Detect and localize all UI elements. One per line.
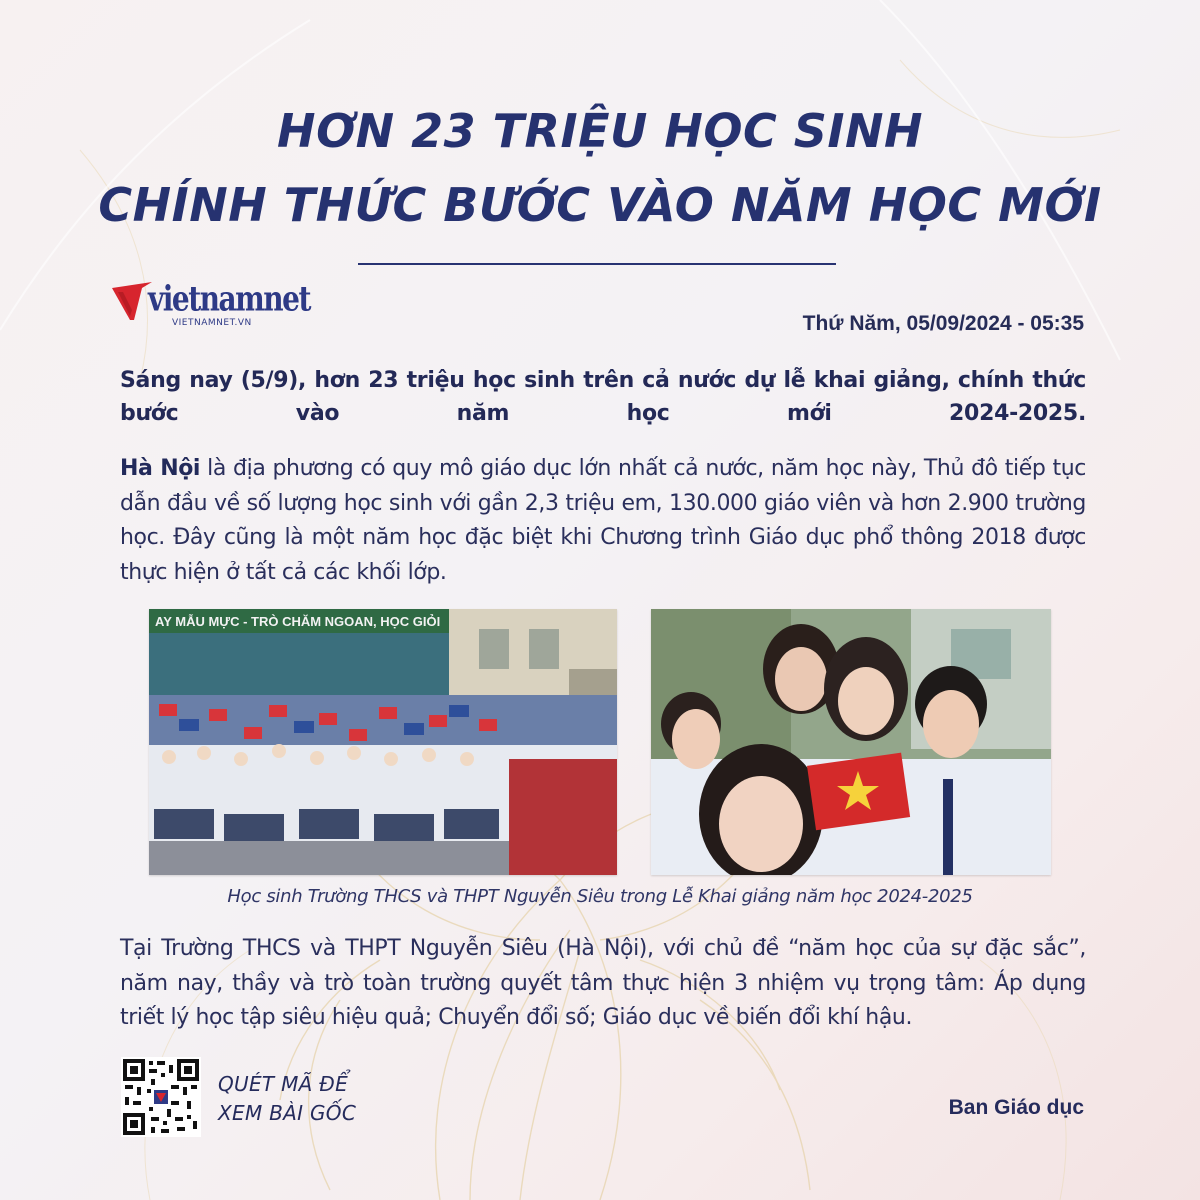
photo-caption: Học sinh Trường THCS và THPT Nguyễn Siêu trong Lễ Khai giảng năm học 2024-2025 bbox=[227, 886, 973, 907]
headline-line-2: CHÍNH THỨC BƯỚC VÀO NĂM HỌC MỚI bbox=[98, 178, 1102, 232]
ceremony-photo bbox=[149, 609, 617, 875]
logo-domain: VIETNAMNET.VN bbox=[172, 318, 252, 328]
headline-line-1: HƠN 23 TRIỆU HỌC SINH bbox=[277, 104, 923, 158]
location-highlight: Hà Nội bbox=[120, 456, 201, 481]
author-byline: Ban Giáo dục bbox=[948, 1096, 1084, 1119]
school-banner-text: AY MẪU MỰC - TRÒ CHĂM NGOAN, HỌC GIỎI bbox=[155, 614, 441, 629]
scan-line-1: QUÉT MÃ ĐỂ bbox=[218, 1072, 349, 1096]
vietnamnet-logo[interactable] bbox=[112, 272, 310, 334]
qr-code[interactable] bbox=[121, 1057, 201, 1137]
logo-wordmark: vietnamnet bbox=[148, 278, 310, 320]
scan-qr-prompt bbox=[218, 1070, 356, 1128]
paragraph-1-text: là địa phương có quy mô giáo dục lớn nhất cả nước, năm học này, Thủ đô tiếp tục dẫn đầu về số lượng học sinh với gần 2,3 triệu em, 130.000 giáo viên và hơn 2.900 trường học. Đây cũng là một năm học đặc biệt khi Chương trình Giáo dục phổ thông 2018 được thực hiện ở tất cả các khối lớp. bbox=[120, 456, 1086, 585]
students-portrait-photo bbox=[651, 609, 1051, 875]
body-paragraph-1 bbox=[120, 452, 1086, 590]
scan-line-2: XEM BÀI GỐC bbox=[218, 1101, 357, 1125]
publish-date: Thứ Năm, 05/09/2024 - 05:35 bbox=[802, 312, 1084, 335]
body-paragraph-2: Tại Trường THCS và THPT Nguyễn Siêu (Hà Nội), với chủ đề “năm học của sự đặc sắc”, năm nay, thầy và trò toàn trường quyết tâm thực hiện 3 nhiệm vụ trọng tâm: Áp dụng triết lý học tập siêu hiệu quả; Chuyển đổi số; Giáo dục về biến đổi khí hậu. bbox=[120, 936, 1086, 1030]
title-divider bbox=[358, 263, 836, 265]
qr-code-icon bbox=[121, 1057, 201, 1137]
lead-paragraph: Sáng nay (5/9), hơn 23 triệu học sinh trên cả nước dự lễ khai giảng, chính thức bước vào năm học mới 2024-2025. bbox=[120, 368, 1086, 426]
